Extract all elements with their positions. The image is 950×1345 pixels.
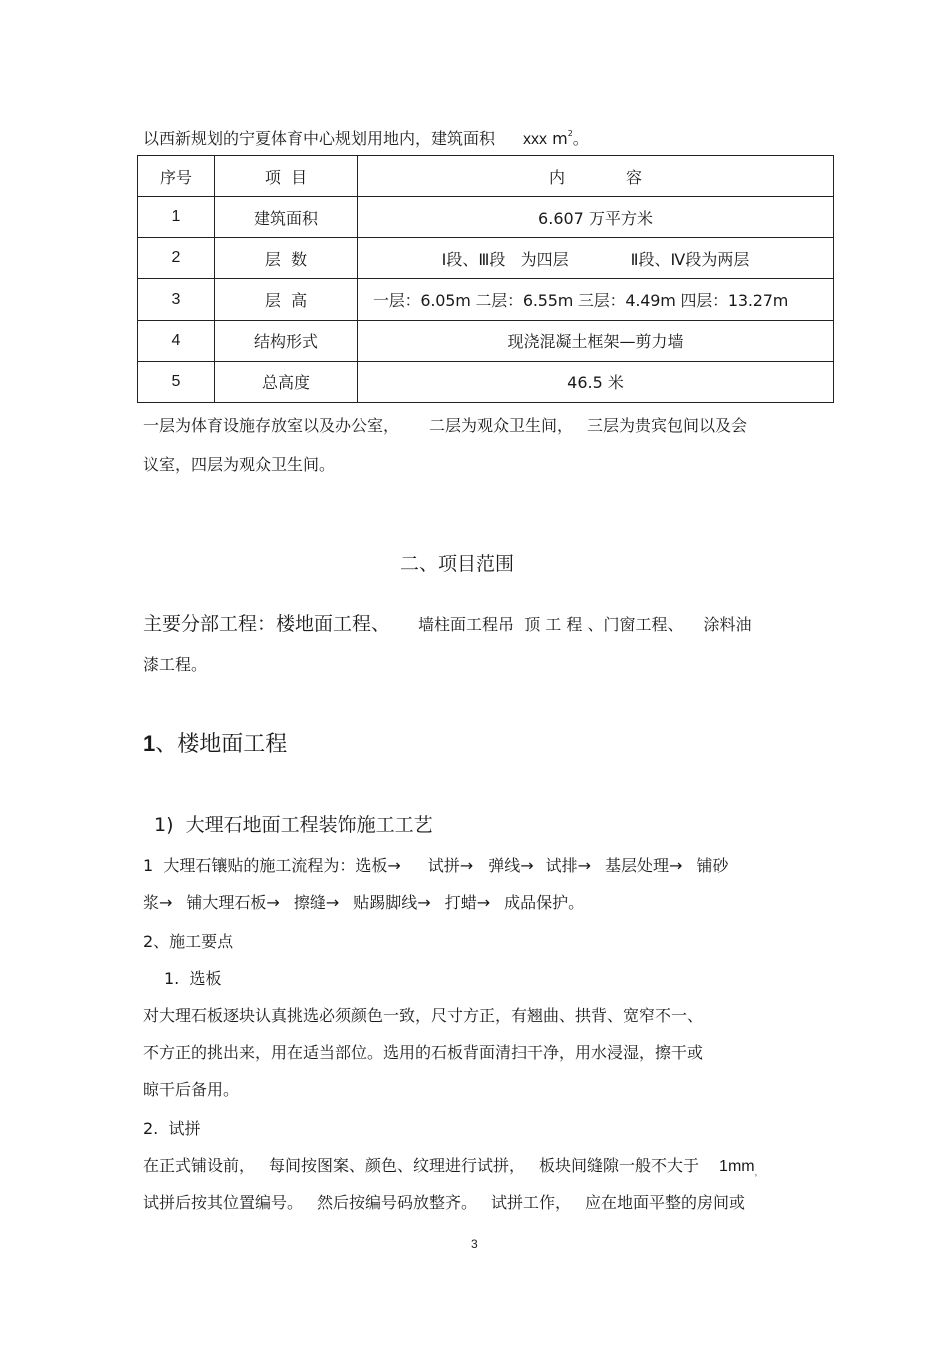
row-content: Ⅰ段、Ⅲ段 为四层 Ⅱ段、Ⅳ段为两层: [358, 238, 834, 279]
row-item: 总高度: [215, 361, 358, 402]
scope-line2: 漆工程。: [143, 655, 208, 674]
row-content: 现浇混凝土框架—剪力墙: [358, 320, 834, 361]
row-item: 建筑面积: [215, 197, 358, 238]
table-header-cell: 内 容: [358, 156, 834, 197]
process-line2: 浆→ 铺大理石板→ 擦缝→ 贴踢脚线→ 打蜡→ 成品保护。: [143, 893, 585, 912]
table-header-cell: 项 目: [215, 156, 358, 197]
page-number: 3: [471, 1237, 478, 1251]
row-item: 层 数: [215, 238, 358, 279]
heading-floor-works: 1、楼地面工程: [143, 731, 288, 757]
row-content: 一层：6.05m 二层：6.55m 三层：4.49m 四层：13.27m: [358, 279, 834, 320]
scope-line1: 主要分部工程：楼地面工程、 墙柱面工程吊 顶 工 程 、门窗工程、 涂料油: [143, 613, 752, 635]
row-no: 1: [138, 197, 215, 238]
table-row: [138, 361, 834, 402]
item2-line1: 在正式铺设前， 每间按图案、颜色、纹理进行试拼， 板块间缝隙一般不大于 $1mm_,$: [143, 1156, 763, 1178]
row-content: 6.607 万平方米: [358, 197, 834, 238]
table-row: [138, 279, 834, 320]
table-header-row: [138, 156, 834, 197]
floor-desc-line1: 一层为体育设施存放室以及办公室， 二层为观众卫生间， 三层为贵宾包间以及会: [143, 416, 748, 435]
subheading-marble: 1) 大理石地面工程装饰施工工艺: [154, 814, 433, 836]
table-row: [138, 238, 834, 279]
row-item: 层 高: [215, 279, 358, 320]
spec-table: [137, 155, 834, 403]
item1-line1: 对大理石板逐块认真挑选必须颜色一致，尺寸方正，有翘曲、拱背、宽窄不一、: [143, 1006, 704, 1025]
row-no: 2: [138, 238, 215, 279]
table-row: [138, 197, 834, 238]
table-header-cell: 序号: [138, 156, 215, 197]
row-no: 4: [138, 320, 215, 361]
item2-title: 2. 试拼: [143, 1119, 201, 1138]
points-title: 2、施工要点: [143, 932, 234, 951]
table-row: [138, 320, 834, 361]
item1-title: 1. 选板: [164, 969, 222, 988]
row-content: 46.5 米: [358, 361, 834, 402]
process-line1: 1 大理石镶贴的施工流程为：选板→ 试拼→ 弹线→ 试排→ 基层处理→ 铺砂: [143, 856, 729, 875]
row-item: 结构形式: [215, 320, 358, 361]
row-no: 5: [138, 361, 215, 402]
item2-line2: 试拼后按其位置编号。 然后按编号码放整齐。 试拼工作， 应在地面平整的房间或: [143, 1193, 746, 1212]
section-title: 二、项目范围: [400, 553, 515, 575]
floor-desc-line2: 议室，四层为观众卫生间。: [143, 455, 336, 474]
row-no: 3: [138, 279, 215, 320]
item1-line2: 不方正的挑出来，用在适当部位。选用的石板背面清扫干净，用水浸湿，擦干或: [143, 1043, 704, 1062]
item1-line3: 晾干后备用。: [143, 1080, 240, 1099]
intro-line: 以西新规划的宁夏体育中心规划用地内，建筑面积 xxx $m^2$。: [143, 129, 589, 148]
